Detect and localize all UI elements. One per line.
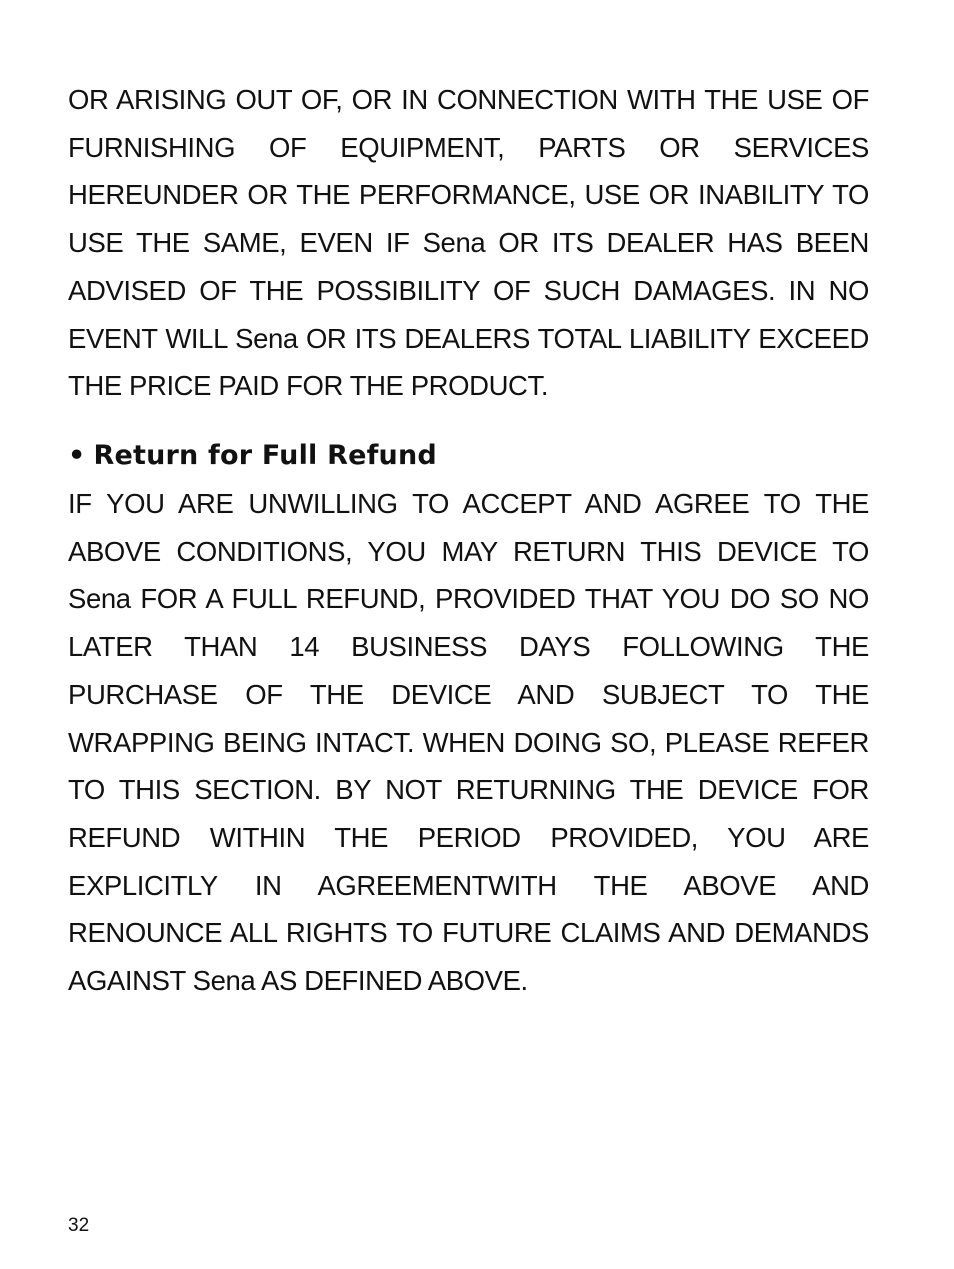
section-heading — [68, 434, 437, 478]
refund-paragraph: IF YOU ARE UNWILLING TO ACCEPT AND AGREE TO THE ABOVE CONDITIONS, YOU MAY RETURN THIS DEVICE TO Sena FOR A FULL REFUND, PROVIDED THAT YOU DO SO NO LATER THAN 14 BUSINESS DAYS FOLLOWING THE PURCHASE OF THE DEVICE AND SUBJECT TO THE WRAPPING BEING INTACT. WHEN DOING SO, PLEASE REFER TO THIS SECTION. BY NOT RETURNING THE DEVICE FOR REFUND WITHIN THE PERIOD PROVIDED, YOU ARE EXPLICITLY IN AGREEMENTWITH THE ABOVE AND RENOUNCE ALL RIGHTS TO FUTURE CLAIMS AND DEMANDS AGAINST Sena AS DEFINED ABOVE. — [68, 488, 869, 997]
section-heading-text: Return for Full Refund — [93, 440, 437, 471]
page-number: 32 — [68, 1215, 90, 1236]
bullet-icon: • — [68, 440, 86, 471]
liability-paragraph: OR ARISING OUT OF, OR IN CONNECTION WITH THE USE OF FURNISHING OF EQUIPMENT, PARTS OR SERVICES HEREUNDER OR THE PERFORMANCE, USE OR INABILITY TO USE THE SAME, EVEN IF Sena OR ITS DEALER HAS BEEN ADVISED OF THE POSSIBILITY OF SUCH DAMAGES. IN NO EVENT WILL Sena OR ITS DEALERS TOTAL LIABILITY EXCEED THE PRICE PAID FOR THE PRODUCT. — [68, 84, 869, 402]
